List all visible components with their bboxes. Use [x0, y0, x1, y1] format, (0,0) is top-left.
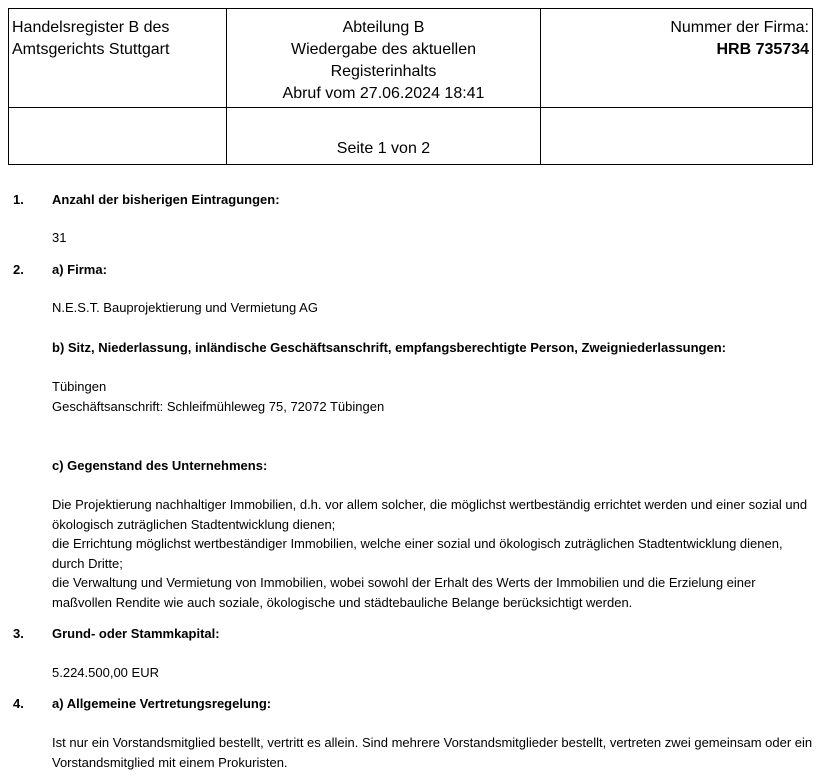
- purpose-paragraph-1: Die Projektierung nachhaltiger Immobilien, d.h. vor allem solcher, die möglichst wertbeständig errichtet werden und einer sozial und ökologisch zuträglichen Stadtentwicklung dienen;: [52, 497, 808, 532]
- empty-cell-left: [9, 108, 227, 165]
- firm-name: N.E.S.T. Bauprojektierung und Vermietung AG: [52, 300, 318, 315]
- business-address: Geschäftsanschrift: Schleifmühleweg 75, 72072 Tübingen: [52, 399, 385, 414]
- court-line-2: Amtsgerichts Stuttgart: [12, 41, 170, 58]
- department-line-1: Abteilung B: [342, 19, 425, 36]
- representation-text: Ist nur ein Vorstandsmitglied bestellt, vertritt es allein. Sind mehrere Vorstandsmitglieder bestellt, vertreten zwei gemeinsam oder ein Vorstandsmitglied mit einem Prokuristen.: [52, 735, 813, 770]
- page-info-cell: [227, 108, 541, 165]
- empty-cell-right: [541, 108, 813, 165]
- purpose-paragraph-3: die Verwaltung und Vermietung von Immobilien, wobei sowohl der Erhalt des Werts der Immobilien und die Erzielung einer maßvollen Rendite wie auch soziale, ökologische und städtebauliche Belange berücksichtigt werden.: [52, 575, 756, 610]
- retrieval-date: Abruf vom 27.06.2024 18:41: [282, 85, 485, 102]
- header-table: [8, 8, 813, 165]
- seat-label: b) Sitz, Niederlassung, inländische Geschäftsanschrift, empfangsberechtigte Person, Zweigniederlassungen:: [52, 340, 726, 355]
- section-1-number: 1.: [13, 192, 24, 207]
- section-3-number: 3.: [13, 626, 24, 641]
- section-1-label: Anzahl der bisherigen Eintragungen:: [52, 192, 280, 207]
- representation-label: a) Allgemeine Vertretungsregelung:: [52, 696, 272, 711]
- firm-number-value: HRB 735734: [716, 41, 809, 58]
- capital-value: 5.224.500,00 EUR: [52, 665, 159, 680]
- firm-number-label: Nummer der Firma:: [670, 19, 809, 36]
- purpose-text: [52, 495, 814, 612]
- department-cell: [227, 9, 541, 108]
- department-line-3: Registerinhalts: [330, 63, 437, 80]
- court-cell: [9, 9, 227, 108]
- capital-label: Grund- oder Stammkapital:: [52, 626, 220, 641]
- purpose-label: c) Gegenstand des Unternehmens:: [52, 458, 268, 473]
- department-line-2: Wiedergabe des aktuellen: [290, 41, 476, 58]
- section-4-number: 4.: [13, 696, 24, 711]
- firm-label: a) Firma:: [52, 262, 107, 277]
- section-2-number: 2.: [13, 262, 24, 277]
- seat-city: Tübingen: [52, 379, 107, 394]
- court-line-1: Handelsregister B des: [12, 19, 170, 36]
- page-info: Seite 1 von 2: [336, 140, 431, 157]
- purpose-paragraph-2: die Errichtung möglichst wertbeständiger Immobilien, welche einer sozial und ökologisch zuträglichen Stadtentwicklung dienen, durch Dritte;: [52, 536, 783, 571]
- firm-number-cell: [541, 9, 813, 108]
- entry-count: 31: [52, 230, 67, 245]
